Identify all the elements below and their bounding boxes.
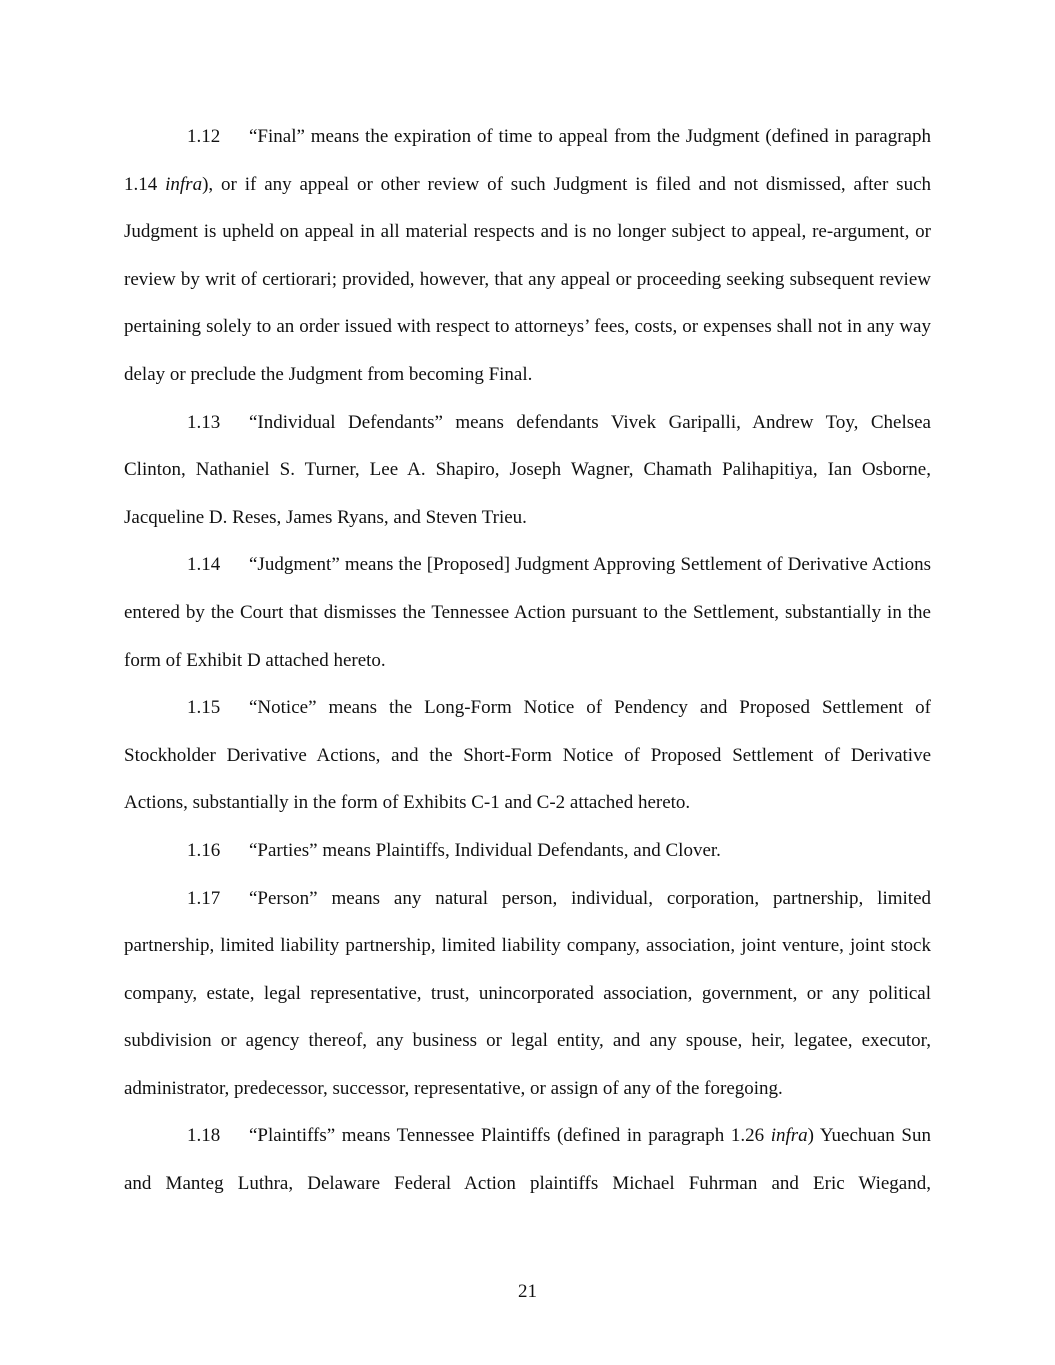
document-body xyxy=(124,113,931,1208)
paragraph-text: “Parties” means Plaintiffs, Individual Defendants, and Clover. xyxy=(249,839,721,861)
paragraph-text: “Final” means the expiration of time to appeal from the Judgment (defined in paragraph 1.14 xyxy=(124,126,931,195)
paragraph-text: ), or if any appeal or other review of such Judgment is filed and not dismissed, after such Judgment is upheld on appeal in all material respects and is no longer subject to appeal, re-argument, or review by writ of certiorari; provided, however, that any appeal or proceeding seeking subsequent review pertaining solely to an order issued with respect to attorneys’ fees, costs, or expenses shall not in any way delay or preclude the Judgment from becoming Final. xyxy=(124,173,932,385)
paragraph-text: “Individual Defendants” means defendants Vivek Garipalli, Andrew Toy, Chelsea Clinton, Nathaniel S. Turner, Lee A. Shapiro, Joseph Wagner, Chamath Palihapitiya, Ian Osborne, Jacqueline D. Reses, James Ryans, and Steven Trieu. xyxy=(124,411,931,528)
page-number: 21 xyxy=(518,1281,537,1302)
paragraph-text: ) Yuechuan Sun and Manteg Luthra, Delaware Federal Action plaintiffs Michael Fuhrman and Eric Wiegand, xyxy=(124,1125,931,1195)
section-number: 1.14 xyxy=(187,554,221,576)
paragraph-text: “Plaintiffs” means Tennessee Plaintiffs (defined in paragraph 1.26 xyxy=(249,1125,771,1147)
section-number: 1.13 xyxy=(187,411,221,433)
paragraph-text: “Person” means any natural person, individual, corporation, partnership, limited partnership, limited liability partnership, limited liability company, association, joint venture, joint stock company, estate, legal representative, trust, unincorporated association, government, or any political subdivision or agency thereof, any business or legal entity, and any spouse, heir, legatee, executor, administrator, predecessor, successor, representative, or assign of any of the foregoing. xyxy=(124,887,931,1099)
italic-term: infra xyxy=(770,1125,808,1147)
italic-term: infra xyxy=(165,173,203,195)
section-number: 1.12 xyxy=(187,126,221,147)
section-number: 1.15 xyxy=(187,697,221,719)
paragraph-1-16 xyxy=(124,827,931,875)
paragraph-text: “Notice” means the Long-Form Notice of Pendency and Proposed Settlement of Stockholder Derivative Actions, and the Short-Form Notice of Proposed Settlement of Derivative Actions, substantially in the form of Exhibits C-1 and C-2 attached hereto. xyxy=(124,697,931,814)
paragraph-1-17 xyxy=(124,875,931,1113)
section-number: 1.18 xyxy=(187,1125,221,1147)
paragraph-1-18 xyxy=(124,1112,931,1207)
paragraph-1-14 xyxy=(124,541,931,684)
paragraph-1-13 xyxy=(124,399,931,542)
section-number: 1.16 xyxy=(187,839,221,861)
paragraph-1-12 xyxy=(124,113,931,399)
paragraph-text: “Judgment” means the [Proposed] Judgment Approving Settlement of Derivative Actions entered by the Court that dismisses the Tennessee Action pursuant to the Settlement, substantially in the form of Exhibit D attached hereto. xyxy=(124,554,931,671)
section-number: 1.17 xyxy=(187,887,221,909)
paragraph-1-15 xyxy=(124,684,931,827)
